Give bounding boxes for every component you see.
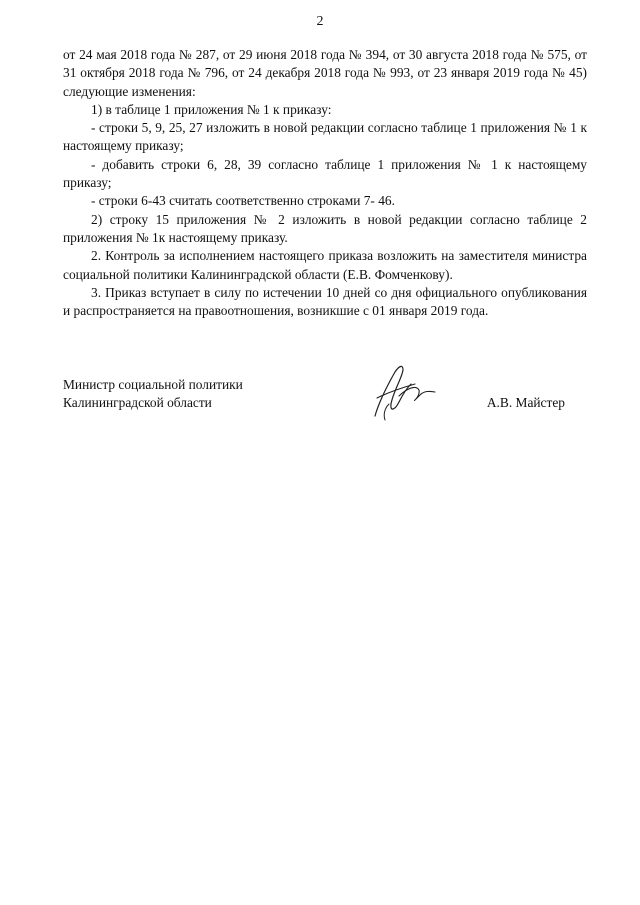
paragraph-effective-date: 3. Приказ вступает в силу по истечении 10 дней со дня официального опубликования и распространяется на правоотношения, возникшие с 01 января 2019 года. — [63, 284, 587, 319]
signer-position-line1: Министр социальной политики — [63, 377, 243, 392]
paragraph-subitem-rows: - строки 5, 9, 25, 27 изложить в новой редакции согласно таблице 1 приложения № 1 к настоящему приказу; — [63, 120, 587, 154]
signer-name: А.В. Майстер — [486, 395, 565, 410]
paragraph-subitem-renumber: - строки 6-43 считать соответственно строками 7- 46. — [91, 193, 395, 209]
document-body — [63, 46, 587, 320]
signer-position — [63, 376, 243, 413]
paragraph-subitem-add-rows: - добавить строки 6, 28, 39 согласно таблице 1 приложения № 1 к настоящему приказу; — [63, 156, 587, 191]
paragraph-item-1: 1) в таблице 1 приложения № 1 к приказу: — [91, 101, 332, 117]
handwritten-signature — [369, 358, 441, 424]
signature-block — [63, 376, 587, 436]
paragraph-item-2: 2) строку 15 приложения № 2 изложить в новой редакции согласно таблице 2 приложения № 1к настоящему приказу. — [63, 211, 587, 245]
paragraph-amendments-intro: от 24 мая 2018 года № 287, от 29 июня 2018 года № 394, от 30 августа 2018 года № 575, от 31 октября 2018 года № 796, от 24 декабря 2018 года № 993, от 23 января 2019 года № 45) следующие изменения: — [63, 47, 587, 99]
page-number: 2 — [316, 14, 324, 29]
signer-position-line2: Калининградской области — [63, 395, 212, 411]
paragraph-control: 2. Контроль за исполнением настоящего приказа возложить на заместителя министра социальной политики Калининградской области (Е.В. Фомченкову). — [63, 248, 587, 282]
